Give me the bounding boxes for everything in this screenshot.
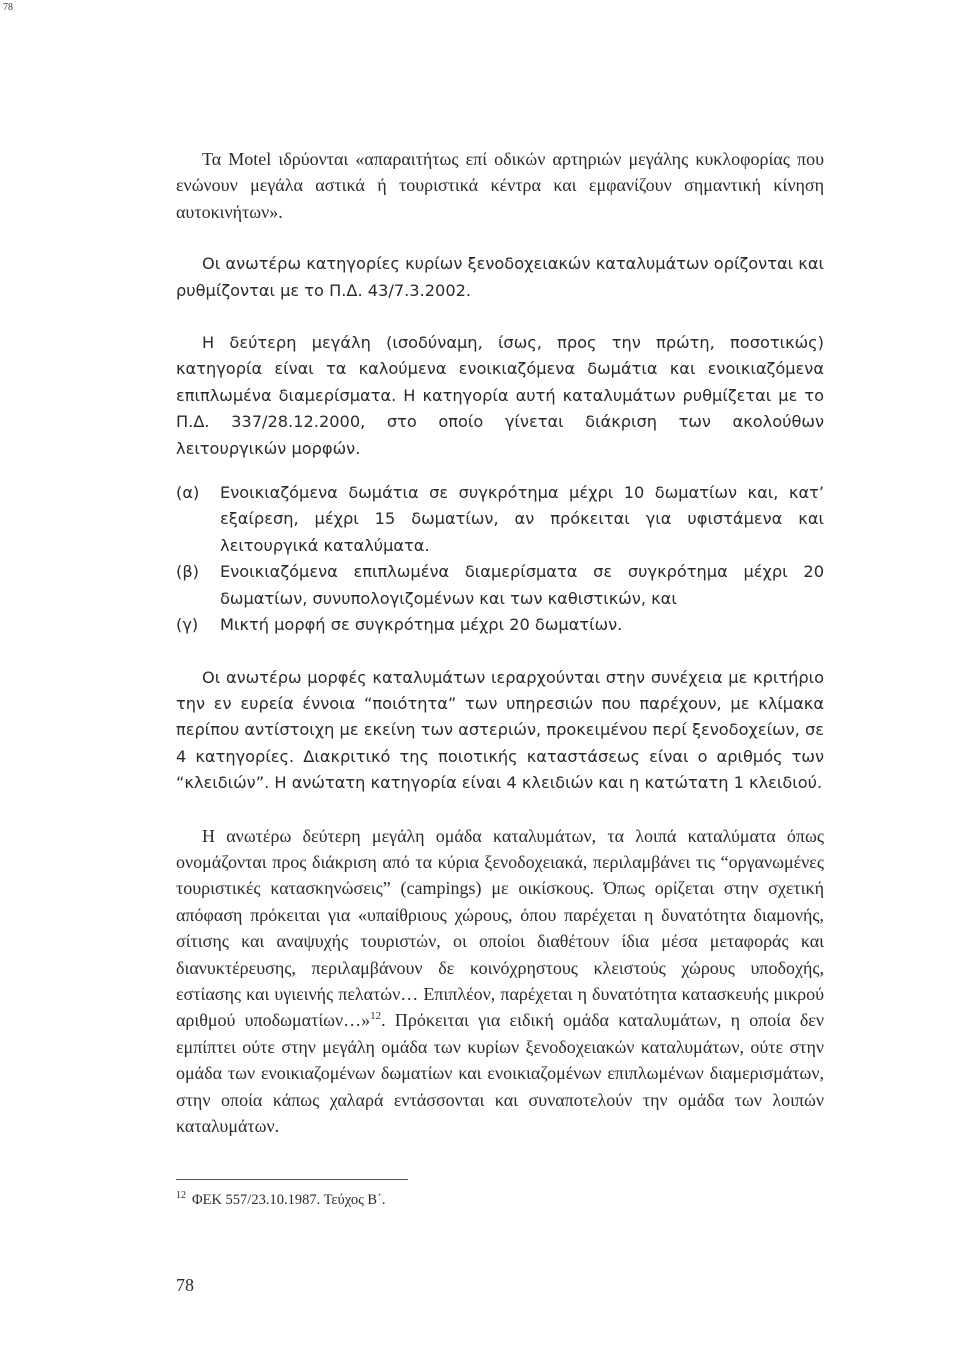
corner-page-number: 78 — [3, 2, 13, 13]
list-item-marker: (α) — [176, 483, 200, 503]
paragraph-second-category: Η δεύτερη μεγάλη (ισοδύναμη, ίσως, προς την πρώτη, ποσοτικώς) κατηγορία είναι τα καλούμενα ενοικιαζόμενα δωμάτια και ενοικιαζόμενα επιπλωμένα διαμερίσματα. Η κατηγορία αυτή καταλυμάτων ρυθμίζεται με το Π.Δ. 337/28.12.2000, στο οποίο γίνεται διάκριση των ακολούθων λειτουργικών μορφών. — [176, 333, 824, 458]
list-item — [176, 480, 824, 559]
list-item — [176, 612, 824, 638]
list-item — [176, 559, 824, 612]
paragraph-campings — [176, 823, 824, 1140]
footnote-divider — [176, 1179, 408, 1180]
list-item-marker: (β) — [176, 562, 199, 582]
footnote-text: ΦΕΚ 557/23.10.1987. Τεύχος Β΄. — [192, 1192, 386, 1208]
footnote-reference: 12 — [370, 1010, 382, 1023]
footnote-number: 12 — [176, 1190, 186, 1201]
footnote — [176, 1190, 386, 1209]
paragraph-motel: Τα Motel ιδρύονται «απαραιτήτως επί οδικών αρτηριών μεγάλης κυκλοφορίας που ενώνουν μεγάλα αστικά ή τουριστικά κέντρα και εμφανίζουν σημαντική κίνηση αυτοκινήτων». — [176, 149, 824, 222]
list-item-text: Ενοικιαζόμενα δωμάτια σε συγκρότημα μέχρι 10 δωματίων και, κατ’ εξαίρεση, μέχρι 15 δωματίων, αν πρόκειται για υφιστάμενα και λειτουργικά καταλύματα. — [220, 483, 824, 555]
list-item-text: Ενοικιαζόμενα επιπλωμένα διαμερίσματα σε συγκρότημα μέχρι 20 δωματίων, συνυπολογιζομένων και των καθιστικών, και — [220, 562, 824, 608]
forms-list — [176, 480, 824, 638]
campings-text-start: Η ανωτέρω δεύτερη μεγάλη ομάδα καταλυμάτων, τα λοιπά καταλύματα όπως ονομάζονται προς διάκριση από τα κύρια ξενοδοχειακά, περιλαμβάνει τις “οργανωμένες τουριστικές κατασκηνώσεις” (campings) με οικίσκους. Όπως ορίζεται στην σχετική απόφαση πρόκειται για «υπαίθριους χώρους, όπου παρέχεται η δυνατότητα διαμονής, σίτισης και αναψυχής τουριστών, οι οποίοι διαθέτουν ίδια μέσα μεταφοράς και διανυκτέρευσης, περιλαμβάνουν δε κοινόχρηστους κλειστούς χώρους υποδοχής, εστίασης και υγιεινής πελατών… Επιπλέον, παρέχεται η δυνατότητα κατασκευής μικρού αριθμού υποδωματίων…» — [176, 825, 824, 1031]
page-number: 78 — [176, 1275, 194, 1295]
campings-text-end: . Πρόκειται για ειδική ομάδα καταλυμάτων, η οποία δεν εμπίπτει ούτε στην μεγάλη ομάδα των κυρίων ξενοδοχειακών καταλυμάτων, ούτε στην ομάδα των ενοικιαζομένων δωματίων και ενοικιαζομένων επιπλωμένων διαμερισμάτων, στην οποία κάπως χαλαρά εντάσσονται και συναποτελούν την ομάδα των λοιπών καταλυμάτων. — [176, 1010, 824, 1136]
list-item-marker: (γ) — [176, 615, 199, 635]
paragraph-keys-ranking: Οι ανωτέρω μορφές καταλυμάτων ιεραρχούνται στην συνέχεια με κριτήριο την εν ευρεία έννοια “ποιότητα” των υπηρεσιών που παρέχουν, με κλίμακα περίπου αντίστοιχη με εκείνη των αστεριών, προκειμένου περί ξενοδοχείων, σε 4 κατηγορίες. Διακριτικό της ποιοτικής καταστάσεως είναι ο αριθμός των “κλειδιών”. Η ανώτατη κατηγορία είναι 4 κλειδιών και η κατώτατη 1 κλειδιού. — [176, 667, 824, 793]
paragraph-categories-regulation: Οι ανωτέρω κατηγορίες κυρίων ξενοδοχειακών καταλυμάτων ορίζονται και ρυθμίζονται με το Π.Δ. 43/7.3.2002. — [176, 254, 824, 300]
list-item-text: Μικτή μορφή σε συγκρότημα μέχρι 20 δωματίων. — [220, 615, 623, 635]
page-body — [176, 146, 824, 1139]
